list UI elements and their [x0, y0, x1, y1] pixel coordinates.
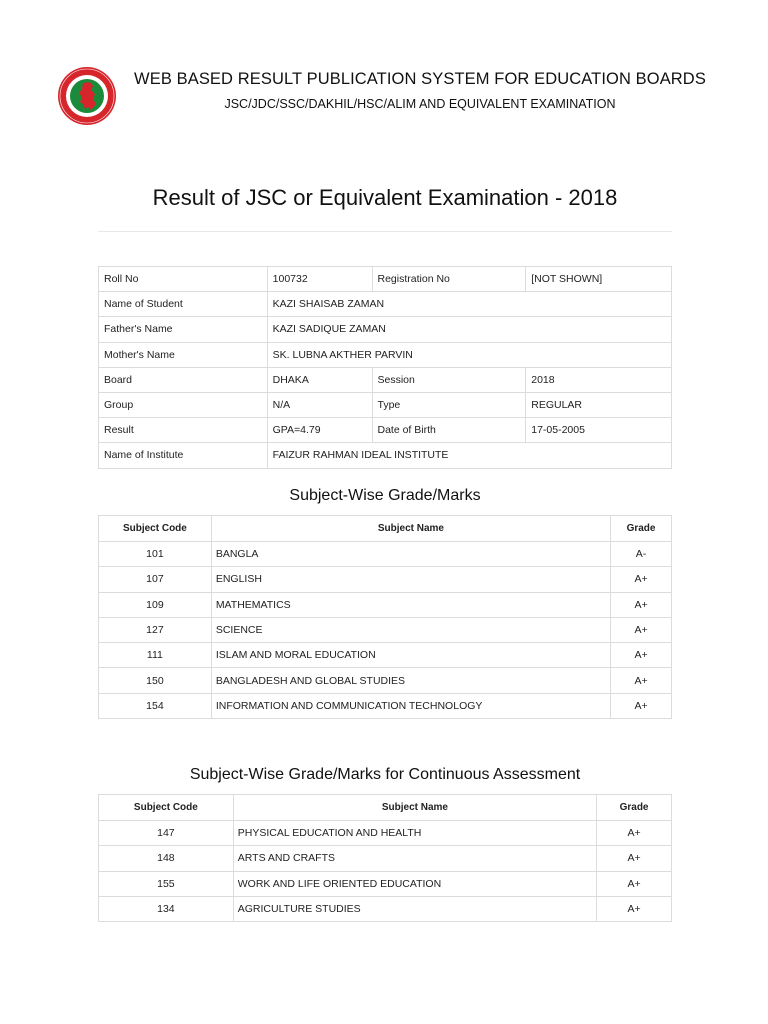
father-name-label: Father's Name: [99, 317, 268, 342]
column-header-subject-name: Subject Name: [233, 795, 596, 821]
subject-name: ENGLISH: [211, 567, 610, 592]
subject-name: BANGLA: [211, 542, 610, 567]
subject-code: 148: [99, 846, 234, 871]
continuous-assessment-table: [98, 794, 672, 922]
student-name-label: Name of Student: [99, 292, 268, 317]
subject-grade: A-: [611, 542, 672, 567]
subject-grades-table: [98, 515, 672, 719]
group-value: N/A: [267, 392, 372, 417]
subject-grade: A+: [611, 567, 672, 592]
subject-code: 154: [99, 693, 212, 718]
column-header-subject-code: Subject Code: [99, 516, 212, 542]
table-row: [99, 617, 672, 642]
table-row: [99, 317, 672, 342]
subject-grade: A+: [597, 896, 672, 921]
table-row: [99, 643, 672, 668]
mother-name-value: SK. LUBNA AKTHER PARVIN: [267, 342, 671, 367]
board-value: DHAKA: [267, 367, 372, 392]
page-header: [0, 0, 768, 140]
subject-code: 134: [99, 896, 234, 921]
roll-label: Roll No: [99, 267, 268, 292]
subject-grade: A+: [611, 643, 672, 668]
father-name-value: KAZI SADIQUE ZAMAN: [267, 317, 671, 342]
table-row: [99, 342, 672, 367]
type-label: Type: [372, 392, 526, 417]
subject-code: 111: [99, 643, 212, 668]
subject-code: 155: [99, 871, 234, 896]
government-seal-logo: [57, 66, 117, 126]
table-row: [99, 367, 672, 392]
dob-label: Date of Birth: [372, 418, 526, 443]
table-row: [99, 668, 672, 693]
institute-value: FAIZUR RAHMAN IDEAL INSTITUTE: [267, 443, 671, 468]
table-row: [99, 443, 672, 468]
column-header-subject-name: Subject Name: [211, 516, 610, 542]
student-name-value: KAZI SHAISAB ZAMAN: [267, 292, 671, 317]
subject-code: 127: [99, 617, 212, 642]
subject-grades-title: Subject-Wise Grade/Marks: [289, 487, 481, 504]
session-label: Session: [372, 367, 526, 392]
board-label: Board: [99, 367, 268, 392]
group-label: Group: [99, 392, 268, 417]
table-row: [99, 542, 672, 567]
continuous-assessment-title: Subject-Wise Grade/Marks for Continuous Assessment: [189, 766, 581, 783]
subject-name: SCIENCE: [211, 617, 610, 642]
dob-value: 17-05-2005: [526, 418, 672, 443]
table-header-row: [99, 795, 672, 821]
session-value: 2018: [526, 367, 672, 392]
table-row: [99, 418, 672, 443]
subject-code: 101: [99, 542, 212, 567]
subject-name: WORK AND LIFE ORIENTED EDUCATION: [233, 871, 596, 896]
table-row: [99, 567, 672, 592]
table-row: [99, 846, 672, 871]
subject-grade: A+: [611, 592, 672, 617]
table-header-row: [99, 516, 672, 542]
subject-grade: A+: [597, 821, 672, 846]
divider: [98, 231, 672, 232]
subject-name: ARTS AND CRAFTS: [233, 846, 596, 871]
table-row: [99, 267, 672, 292]
table-row: [99, 896, 672, 921]
mother-name-label: Mother's Name: [99, 342, 268, 367]
subject-name: AGRICULTURE STUDIES: [233, 896, 596, 921]
student-info-table: [98, 266, 672, 469]
subject-name: ISLAM AND MORAL EDUCATION: [211, 643, 610, 668]
table-row: [99, 392, 672, 417]
result-value: GPA=4.79: [267, 418, 372, 443]
column-header-subject-code: Subject Code: [99, 795, 234, 821]
subject-grade: A+: [597, 846, 672, 871]
subject-code: 147: [99, 821, 234, 846]
header-title: WEB BASED RESULT PUBLICATION SYSTEM FOR EDUCATION BOARDS: [134, 70, 706, 88]
subject-code: 107: [99, 567, 212, 592]
subject-name: PHYSICAL EDUCATION AND HEALTH: [233, 821, 596, 846]
header-subtitle: JSC/JDC/SSC/DAKHIL/HSC/ALIM AND EQUIVALENT EXAMINATION: [224, 97, 616, 111]
subject-code: 109: [99, 592, 212, 617]
table-row: [99, 693, 672, 718]
subject-grade: A+: [597, 871, 672, 896]
registration-value: [NOT SHOWN]: [526, 267, 672, 292]
subject-code: 150: [99, 668, 212, 693]
table-row: [99, 292, 672, 317]
result-label: Result: [99, 418, 268, 443]
table-row: [99, 871, 672, 896]
registration-label: Registration No: [372, 267, 526, 292]
subject-grade: A+: [611, 668, 672, 693]
page-title: Result of JSC or Equivalent Examination - 2018: [152, 185, 618, 210]
table-row: [99, 821, 672, 846]
column-header-grade: Grade: [611, 516, 672, 542]
subject-grade: A+: [611, 693, 672, 718]
type-value: REGULAR: [526, 392, 672, 417]
subject-name: MATHEMATICS: [211, 592, 610, 617]
roll-value: 100732: [267, 267, 372, 292]
institute-label: Name of Institute: [99, 443, 268, 468]
column-header-grade: Grade: [597, 795, 672, 821]
table-row: [99, 592, 672, 617]
subject-name: INFORMATION AND COMMUNICATION TECHNOLOGY: [211, 693, 610, 718]
subject-grade: A+: [611, 617, 672, 642]
subject-name: BANGLADESH AND GLOBAL STUDIES: [211, 668, 610, 693]
